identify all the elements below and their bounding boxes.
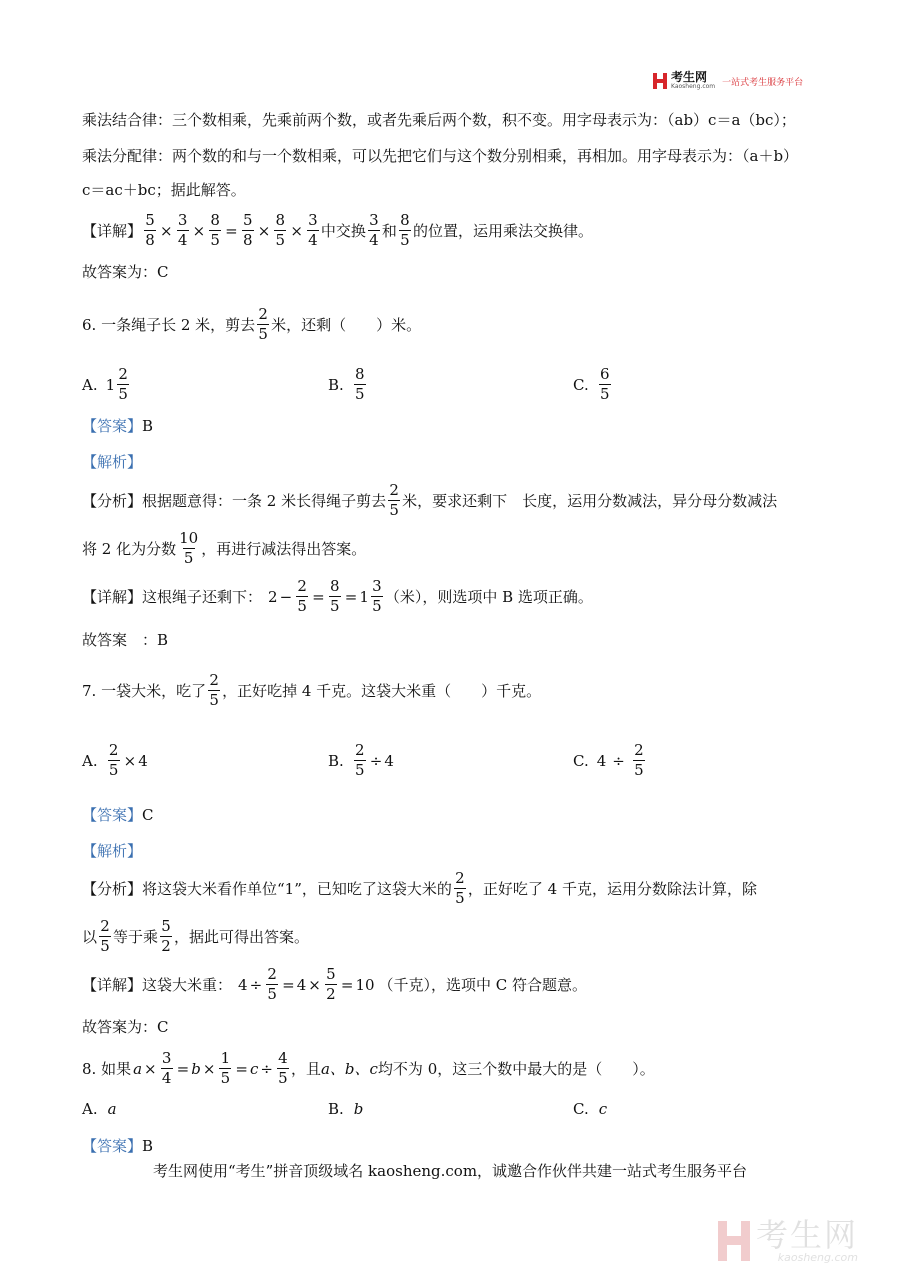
q6-analysis-tag [82, 452, 142, 472]
text: 6 [599, 365, 610, 383]
q7-option-a [82, 742, 148, 779]
q8-stem-text: ，且 [290, 1059, 321, 1078]
equals-sign: = [235, 1059, 248, 1078]
fenxi-text: 以 [82, 927, 98, 946]
times-sign: × [160, 221, 173, 240]
text: 5 [161, 917, 171, 935]
option-number: 4 [384, 751, 394, 770]
divide-sign: ÷ [612, 751, 625, 770]
detail-text: 这袋大米重： [142, 975, 233, 994]
q6-detail [82, 578, 593, 615]
q8-stem [82, 1050, 655, 1087]
text: 5 [400, 231, 410, 249]
option-variable: c [598, 1100, 608, 1118]
watermark-url: kaosheng.com [777, 1251, 859, 1264]
logo-url: Kaosheng.com [671, 83, 716, 90]
text: 5 [455, 889, 465, 907]
fenxi-text: ，据此可得出答案。 [174, 927, 310, 946]
fraction-6-5 [599, 366, 611, 403]
option-label: C. [573, 751, 589, 770]
text: 2 [108, 741, 119, 759]
times-sign: × [144, 1059, 157, 1078]
fraction-8-5 [209, 212, 221, 249]
fenxi-text: ，再进行减法得出答案。 [201, 539, 367, 558]
text: 2 [100, 917, 110, 935]
intro-detail [82, 212, 593, 249]
text: 3 [161, 1049, 172, 1067]
text: 5 [108, 761, 119, 779]
equals-sign: = [312, 587, 325, 606]
mixed-whole: 1 [359, 587, 369, 606]
fraction-2-5 [257, 306, 269, 343]
text: 2 [326, 985, 336, 1003]
fraction-3-5 [371, 578, 383, 615]
text: 5 [329, 597, 340, 615]
text: 4 [369, 231, 379, 249]
times-sign: × [290, 221, 303, 240]
equals-sign: = [282, 975, 295, 994]
answer-value: B [142, 417, 154, 435]
q6-option-c [573, 366, 613, 403]
option-label: A. [82, 751, 98, 770]
expr-number: 4 [238, 975, 248, 994]
variable-b: b [191, 1059, 201, 1078]
option-number: 4 [138, 751, 148, 770]
fenxi-tag: 【分析】 [82, 491, 143, 510]
fraction-2-5 [454, 870, 466, 907]
detail-text: 的位置，运用乘法交换律。 [412, 221, 593, 240]
q6-option-a [82, 366, 131, 403]
fraction-3-4 [307, 212, 319, 249]
option-variable: a [107, 1100, 117, 1118]
text: 2 [355, 741, 365, 759]
kaosheng-logo-icon [653, 73, 667, 89]
detail-text: 和 [381, 221, 397, 240]
analysis-tag: 【解析】 [82, 842, 143, 860]
option-number: 4 [596, 751, 607, 770]
text: 2 [161, 937, 171, 955]
logo-slogan: 一站式考生服务平台 [722, 77, 804, 88]
text: 4 [161, 1069, 172, 1087]
text: 5 [275, 231, 286, 249]
q8-answer [82, 1136, 153, 1156]
fraction-8-5 [329, 578, 341, 615]
fraction-5-8 [242, 212, 254, 249]
text: 5 [267, 985, 277, 1003]
fraction-2-5 [108, 742, 120, 779]
option-label: C. [573, 375, 589, 394]
detail-tag: 【详解】 [82, 587, 143, 606]
detail-tag: 【详解】 [82, 975, 143, 994]
text: 5 [258, 325, 268, 343]
header-logo [653, 72, 803, 90]
fenxi-tag: 【分析】 [82, 879, 143, 898]
fraction-8-5 [354, 366, 366, 403]
text: 2 [389, 481, 399, 499]
q7-final-answer: 故答案为：C [82, 1018, 169, 1036]
text: 5 [118, 385, 128, 403]
text: 8 [145, 231, 155, 249]
text: 5 [355, 385, 365, 403]
answer-tag: 【答案】 [82, 806, 143, 824]
detail-text: 这根绳子还剩下： [142, 587, 263, 606]
fraction-3-4 [368, 212, 380, 249]
text: 2 [118, 365, 128, 383]
text: 8 [242, 231, 253, 249]
text: 5 [278, 1069, 288, 1087]
text: 4 [177, 231, 188, 249]
watermark-name: 考生网 [756, 1216, 859, 1254]
q8-option-a [82, 1099, 117, 1119]
logo-name: 考生网 [671, 70, 708, 84]
fraction-10-5 [178, 530, 199, 567]
option-variable: b [353, 1100, 364, 1118]
fraction-3-4 [177, 212, 189, 249]
detail-text: （米），则选项中 B 选项正确。 [384, 587, 593, 606]
option-label: B. [328, 1100, 344, 1118]
intro-line-2: 乘法分配律：两个数的和与一个数相乘，可以先把它们与这个数分别相乘，再相加。用字母表示为：（a＋b） [82, 147, 799, 165]
fraction-2-5 [266, 966, 278, 1003]
text: 3 [372, 577, 382, 595]
text: 2 [258, 305, 268, 323]
fraction-4-5 [277, 1050, 289, 1087]
page-footer: 考生网使用“考生”拼音顶级域名 kaosheng.com，诚邀合作伙伴共建一站式考生服务平台 [152, 1162, 748, 1180]
detail-text: （千克），选项中 C 符合题意。 [378, 975, 588, 994]
text: 5 [372, 597, 382, 615]
intro-line-3: c＝ac＋bc；据此解答。 [82, 181, 246, 199]
option-label: B. [328, 375, 344, 394]
text: 8 [329, 577, 340, 595]
times-sign: × [257, 221, 271, 240]
equals-sign: = [344, 587, 358, 606]
fenxi-text: ，正好吃了 4 千克，运用分数除法计算，除 [467, 879, 757, 898]
fraction-2-5 [208, 672, 220, 709]
q7-option-b [328, 742, 394, 779]
variable-a: a [133, 1059, 143, 1078]
answer-tag: 【答案】 [82, 417, 143, 435]
expr-number: 4 [296, 975, 307, 994]
detail-text: 中交换 [320, 221, 366, 240]
mixed-whole: 1 [105, 375, 116, 394]
text: 5 [355, 761, 365, 779]
watermark [718, 1218, 858, 1264]
divide-sign: ÷ [260, 1059, 273, 1078]
text: 5 [326, 965, 336, 983]
q7-analysis-tag [82, 841, 142, 861]
fraction-2-5 [633, 742, 645, 779]
text: 3 [369, 211, 379, 229]
text: 2 [455, 869, 465, 887]
text: 8 [275, 211, 286, 229]
text: 5 [209, 691, 219, 709]
text: 5 [145, 211, 155, 229]
text: 3 [308, 211, 318, 229]
q6-stem-text: 米，还剩（ ）米。 [271, 315, 422, 334]
times-sign: × [202, 1059, 216, 1078]
fraction-3-4 [161, 1050, 173, 1087]
text: 10 [179, 529, 199, 547]
text: 5 [220, 1069, 231, 1087]
fraction-2-5 [388, 482, 400, 519]
q6-stem [82, 306, 421, 343]
q6-option-b [328, 366, 368, 403]
expr-number: 10 [355, 975, 375, 994]
times-sign: × [123, 751, 137, 770]
fraction-2-5 [354, 742, 366, 779]
text: 4 [278, 1049, 288, 1067]
fraction-5-8 [144, 212, 156, 249]
q8-option-b [328, 1099, 363, 1119]
fenxi-text: 米，要求还剩下 长度，运用分数减法，异分母分数减法 [402, 491, 778, 510]
q7-stem-text: 7. 一袋大米，吃了 [82, 681, 207, 700]
text: 5 [297, 597, 307, 615]
text: 2 [634, 741, 644, 759]
q8-stem-text: 均不为 0，这三个数中最大的是（ ）。 [377, 1059, 655, 1078]
text: 2 [297, 577, 307, 595]
text: 5 [389, 501, 399, 519]
fenxi-text: 根据题意得：一条 2 米长得绳子剪去 [142, 491, 387, 510]
answer-value: C [142, 806, 154, 824]
answer-tag: 【答案】 [82, 1137, 143, 1155]
q7-fenxi-2 [82, 918, 309, 955]
q7-answer [82, 805, 154, 825]
kaosheng-watermark-icon [718, 1221, 750, 1261]
text: 5 [100, 937, 110, 955]
text: 8 [355, 365, 365, 383]
q7-fenxi [82, 870, 757, 907]
text: 5 [210, 231, 220, 249]
fenxi-text: 等于乘 [113, 927, 159, 946]
variable-c: c [249, 1059, 259, 1078]
times-sign: × [192, 221, 206, 240]
intro-final-answer: 故答案为：C [82, 263, 169, 281]
q7-stem [82, 672, 541, 709]
text: 8 [210, 211, 220, 229]
fenxi-text: 将 2 化为分数 [82, 539, 177, 558]
fraction-2-5 [99, 918, 111, 955]
text: 4 [308, 231, 318, 249]
option-label: B. [328, 751, 344, 770]
q6-answer [82, 416, 153, 436]
fraction-2-5 [117, 366, 129, 403]
times-sign: × [308, 975, 321, 994]
q6-final-answer: 故答案 ：B [82, 631, 169, 649]
option-label: C. [573, 1100, 589, 1118]
equals-sign: = [176, 1059, 190, 1078]
divide-sign: ÷ [369, 751, 383, 770]
fraction-2-5 [296, 578, 308, 615]
minus-sign: − [279, 587, 293, 606]
text: 8 [400, 211, 410, 229]
fraction-1-5 [219, 1050, 231, 1087]
fraction-5-2 [160, 918, 172, 955]
equals-sign: = [340, 975, 354, 994]
fraction-8-5 [399, 212, 411, 249]
detail-tag: 【详解】 [82, 221, 143, 240]
text: 5 [242, 211, 253, 229]
text: 5 [599, 385, 610, 403]
intro-line-1: 乘法结合律：三个数相乘，先乘前两个数，或者先乘后两个数，积不变。用字母表示为：（ab）c＝a（bc）； [82, 111, 796, 129]
q6-fenxi-2 [82, 530, 366, 567]
answer-value: B [142, 1137, 154, 1155]
equals-sign: = [225, 221, 238, 240]
q7-stem-text: ，正好吃掉 4 千克。这袋大米重（ ）千克。 [222, 681, 542, 700]
fraction-8-5 [274, 212, 286, 249]
option-label: A. [82, 375, 98, 394]
divide-sign: ÷ [249, 975, 263, 994]
option-label: A. [82, 1100, 98, 1118]
expr-number: 2 [268, 587, 278, 606]
text: 5 [183, 549, 194, 567]
q8-stem-text: 8. 如果 [82, 1059, 132, 1078]
q7-detail [82, 966, 587, 1003]
fraction-5-2 [325, 966, 337, 1003]
q8-option-c [573, 1099, 607, 1119]
text: 2 [267, 965, 277, 983]
q6-fenxi [82, 482, 777, 519]
text: 5 [634, 761, 644, 779]
q8-stem-vars: a、b、c [320, 1059, 378, 1078]
q7-option-c [573, 742, 647, 779]
text: 1 [220, 1049, 231, 1067]
text: 3 [177, 211, 188, 229]
text: 2 [209, 671, 219, 689]
q6-stem-text: 6. 一条绳子长 2 米，剪去 [82, 315, 256, 334]
fenxi-text: 将这袋大米看作单位“1”，已知吃了这袋大米的 [142, 879, 452, 898]
analysis-tag: 【解析】 [82, 453, 143, 471]
